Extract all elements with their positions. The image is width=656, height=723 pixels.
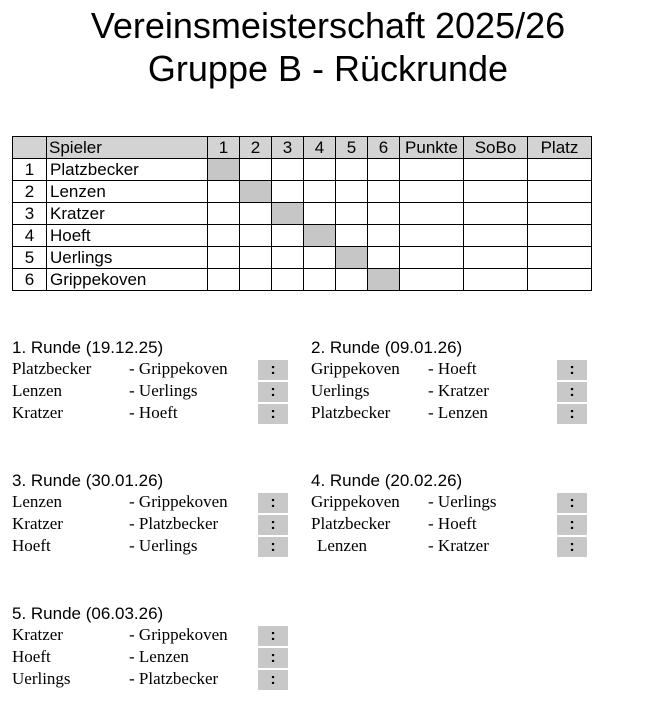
match-result-field[interactable]: : <box>557 382 587 402</box>
punkte-cell <box>400 181 464 203</box>
match-result-field[interactable]: : <box>258 648 288 668</box>
column-header-sobo: SoBo <box>464 137 528 159</box>
match-home-player: Kratzer <box>12 514 63 533</box>
punkte-cell <box>400 203 464 225</box>
result-cell <box>304 269 336 291</box>
match-away-player: - Grippekoven <box>129 359 228 378</box>
column-header-2: 2 <box>240 137 272 159</box>
match-result-field[interactable]: : <box>557 537 587 557</box>
match-result-field[interactable]: : <box>557 404 587 424</box>
match-result-field[interactable]: : <box>258 404 288 424</box>
result-cell <box>240 159 272 181</box>
page-subtitle: Gruppe B - Rückrunde <box>147 48 509 89</box>
match-result-field[interactable]: : <box>557 493 587 513</box>
table-row <box>13 159 592 181</box>
diagonal-cell <box>368 269 400 291</box>
match-away-player: - Lenzen <box>129 647 189 666</box>
page-title: Vereinsmeisterschaft 2025/26 <box>90 5 566 46</box>
punkte-cell <box>400 269 464 291</box>
round-title: 5. Runde (06.03.26) <box>12 604 164 623</box>
standings-table <box>12 136 592 291</box>
match-result-field[interactable]: : <box>557 515 587 535</box>
round-title: 3. Runde (30.01.26) <box>12 471 164 490</box>
round-block <box>12 338 302 430</box>
match-home-player: Hoeft <box>12 647 51 666</box>
match-home-player: Platzbecker <box>311 514 391 533</box>
result-cell <box>208 269 240 291</box>
table-header-row <box>13 137 592 159</box>
result-cell <box>208 247 240 269</box>
sobo-cell <box>464 181 528 203</box>
result-cell <box>272 247 304 269</box>
table-row <box>13 203 592 225</box>
match-away-player: - Uerlings <box>129 536 198 555</box>
player-name: Platzbecker <box>47 159 208 181</box>
result-cell <box>368 203 400 225</box>
punkte-cell <box>400 159 464 181</box>
column-header-6: 6 <box>368 137 400 159</box>
row-index: 5 <box>13 247 47 269</box>
result-cell <box>208 181 240 203</box>
round-title: 2. Runde (09.01.26) <box>311 338 463 357</box>
match-away-player: - Grippekoven <box>129 625 228 644</box>
table-row <box>13 225 592 247</box>
match-away-player: - Hoeft <box>428 359 477 378</box>
match-home-player: Lenzen <box>12 492 63 511</box>
match-away-player: - Kratzer <box>428 536 489 555</box>
column-header-spieler: Spieler <box>47 137 208 159</box>
row-index: 3 <box>13 203 47 225</box>
player-name: Grippekoven <box>47 269 208 291</box>
match-away-player: - Uerlings <box>428 492 497 511</box>
column-header-4: 4 <box>304 137 336 159</box>
match-away-player: - Grippekoven <box>129 492 228 511</box>
result-cell <box>240 269 272 291</box>
match-home-player: Lenzen <box>12 381 63 400</box>
platz-cell <box>528 269 592 291</box>
match-away-player: - Lenzen <box>428 403 488 422</box>
table-row <box>13 181 592 203</box>
sobo-cell <box>464 203 528 225</box>
result-cell <box>304 247 336 269</box>
match-away-player: - Platzbecker <box>129 669 219 688</box>
platz-cell <box>528 247 592 269</box>
result-cell <box>304 203 336 225</box>
result-cell <box>272 225 304 247</box>
diagonal-cell <box>208 159 240 181</box>
match-result-field[interactable]: : <box>258 626 288 646</box>
result-cell <box>240 247 272 269</box>
table-row <box>13 247 592 269</box>
diagonal-cell <box>336 247 368 269</box>
result-cell <box>368 181 400 203</box>
column-header-index <box>13 137 47 159</box>
match-home-player: Grippekoven <box>311 359 400 378</box>
match-home-player: Uerlings <box>311 381 370 400</box>
platz-cell <box>528 203 592 225</box>
result-cell <box>304 181 336 203</box>
diagonal-cell <box>240 181 272 203</box>
player-name: Hoeft <box>47 225 208 247</box>
result-cell <box>272 181 304 203</box>
row-index: 1 <box>13 159 47 181</box>
match-away-player: - Kratzer <box>428 381 489 400</box>
result-cell <box>272 269 304 291</box>
player-name: Lenzen <box>47 181 208 203</box>
match-away-player: - Uerlings <box>129 381 198 400</box>
match-home-player: Hoeft <box>12 536 51 555</box>
row-index: 6 <box>13 269 47 291</box>
match-away-player: - Hoeft <box>428 514 477 533</box>
column-header-1: 1 <box>208 137 240 159</box>
sobo-cell <box>464 225 528 247</box>
round-block <box>311 338 601 430</box>
result-cell <box>368 247 400 269</box>
player-name: Kratzer <box>47 203 208 225</box>
result-cell <box>336 181 368 203</box>
round-block <box>12 471 302 563</box>
result-cell <box>272 159 304 181</box>
result-cell <box>208 225 240 247</box>
match-result-field[interactable]: : <box>258 493 288 513</box>
result-cell <box>304 159 336 181</box>
column-header-platz: Platz <box>528 137 592 159</box>
match-result-field[interactable]: : <box>258 382 288 402</box>
column-header-3: 3 <box>272 137 304 159</box>
match-result-field[interactable]: : <box>258 360 288 380</box>
punkte-cell <box>400 225 464 247</box>
result-cell <box>368 225 400 247</box>
round-title: 4. Runde (20.02.26) <box>311 471 463 490</box>
player-name: Uerlings <box>47 247 208 269</box>
result-cell <box>368 159 400 181</box>
sobo-cell <box>464 159 528 181</box>
match-away-player: - Hoeft <box>129 403 178 422</box>
result-cell <box>336 159 368 181</box>
result-cell <box>336 203 368 225</box>
column-header-punkte: Punkte <box>400 137 464 159</box>
diagonal-cell <box>304 225 336 247</box>
row-index: 4 <box>13 225 47 247</box>
result-cell <box>240 203 272 225</box>
diagonal-cell <box>272 203 304 225</box>
result-cell <box>336 225 368 247</box>
match-away-player: - Platzbecker <box>129 514 219 533</box>
round-block <box>12 604 302 696</box>
match-result-field[interactable]: : <box>557 360 587 380</box>
punkte-cell <box>400 247 464 269</box>
match-home-player: Platzbecker <box>12 359 92 378</box>
round-title: 1. Runde (19.12.25) <box>12 338 164 357</box>
table-row <box>13 269 592 291</box>
result-cell <box>208 203 240 225</box>
platz-cell <box>528 225 592 247</box>
match-home-player: Lenzen <box>317 536 368 555</box>
row-index: 2 <box>13 181 47 203</box>
match-result-field[interactable]: : <box>258 515 288 535</box>
result-cell <box>336 269 368 291</box>
match-home-player: Kratzer <box>12 625 63 644</box>
sobo-cell <box>464 247 528 269</box>
match-result-field[interactable]: : <box>258 670 288 690</box>
result-cell <box>240 225 272 247</box>
match-home-player: Grippekoven <box>311 492 400 511</box>
platz-cell <box>528 181 592 203</box>
round-block <box>311 471 601 563</box>
platz-cell <box>528 159 592 181</box>
match-home-player: Kratzer <box>12 403 63 422</box>
match-home-player: Uerlings <box>12 669 71 688</box>
match-result-field[interactable]: : <box>258 537 288 557</box>
match-home-player: Platzbecker <box>311 403 391 422</box>
column-header-5: 5 <box>336 137 368 159</box>
sobo-cell <box>464 269 528 291</box>
